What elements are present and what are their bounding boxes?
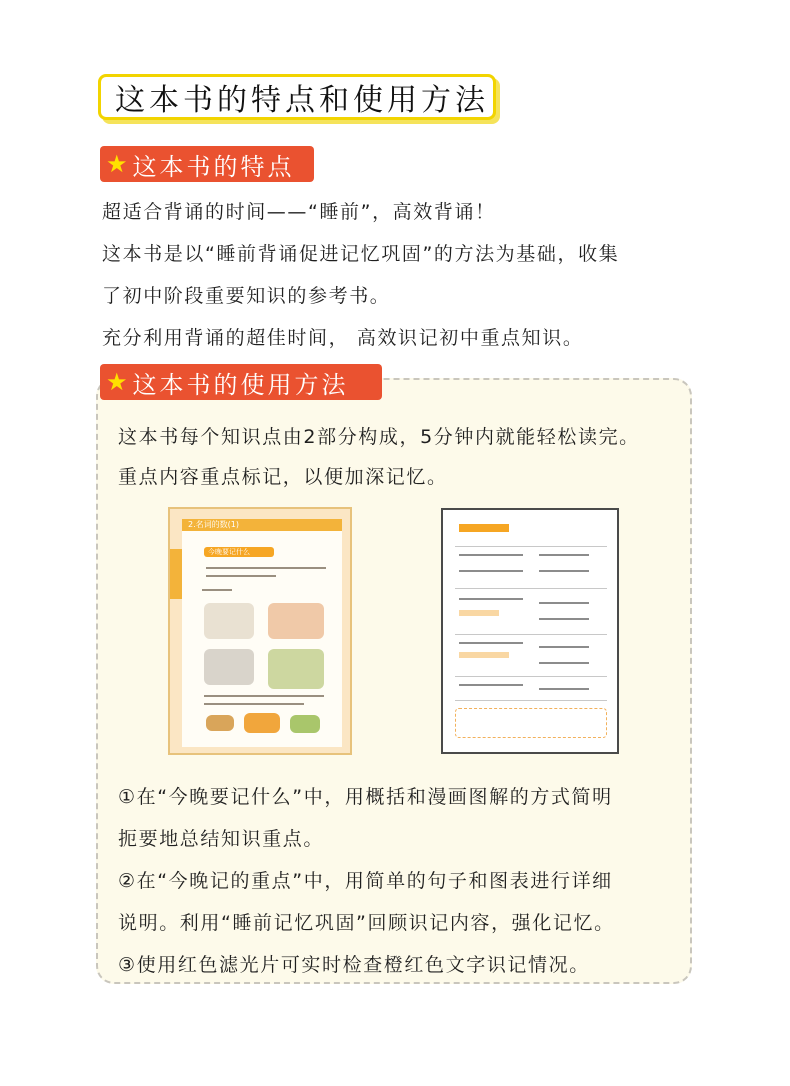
star-icon: ★ (106, 368, 131, 396)
usage-point-1a: ①在“今晚要记什么”中，用概括和漫画图解的方式简明 (118, 786, 613, 808)
sample-page-image-1 (168, 507, 352, 755)
features-line-3: 了初中阶段重要知识的参考书。 (102, 285, 391, 307)
section-tag-label: 这本书的特点 (132, 152, 295, 181)
usage-intro-2: 重点内容重点标记，以便加深记忆。 (118, 466, 448, 488)
sample-page-header: 2.名词的数(1) (188, 520, 239, 529)
section-tag-usage (100, 364, 382, 400)
features-line-1: 超适合背诵的时间——“睡前”，高效背诵！ (102, 201, 496, 223)
sample-page-image-2 (441, 508, 619, 754)
sample-page-subheader: 今晚要记什么 (208, 548, 250, 556)
section-tag-label: 这本书的使用方法 (132, 370, 349, 399)
usage-point-2a: ②在“今晚记的重点”中，用简单的句子和图表进行详细 (118, 870, 613, 892)
page-title: 这本书的特点和使用方法 (98, 74, 496, 120)
section-tag-features (100, 146, 314, 182)
usage-point-1b: 扼要地总结知识重点。 (118, 828, 325, 850)
usage-point-3: ③使用红色滤光片可实时检查橙红色文字识记情况。 (118, 954, 590, 976)
star-icon: ★ (106, 150, 131, 178)
features-line-4: 充分利用背诵的超佳时间， 高效识记初中重点知识。 (102, 327, 584, 349)
features-line-2: 这本书是以“睡前背诵促进记忆巩固”的方法为基础，收集 (102, 243, 620, 265)
usage-point-2b: 说明。利用“睡前记忆巩固”回顾识记内容，强化记忆。 (118, 912, 615, 934)
usage-intro-1: 这本书每个知识点由2部分构成，5分钟内就能轻松读完。 (118, 426, 640, 448)
